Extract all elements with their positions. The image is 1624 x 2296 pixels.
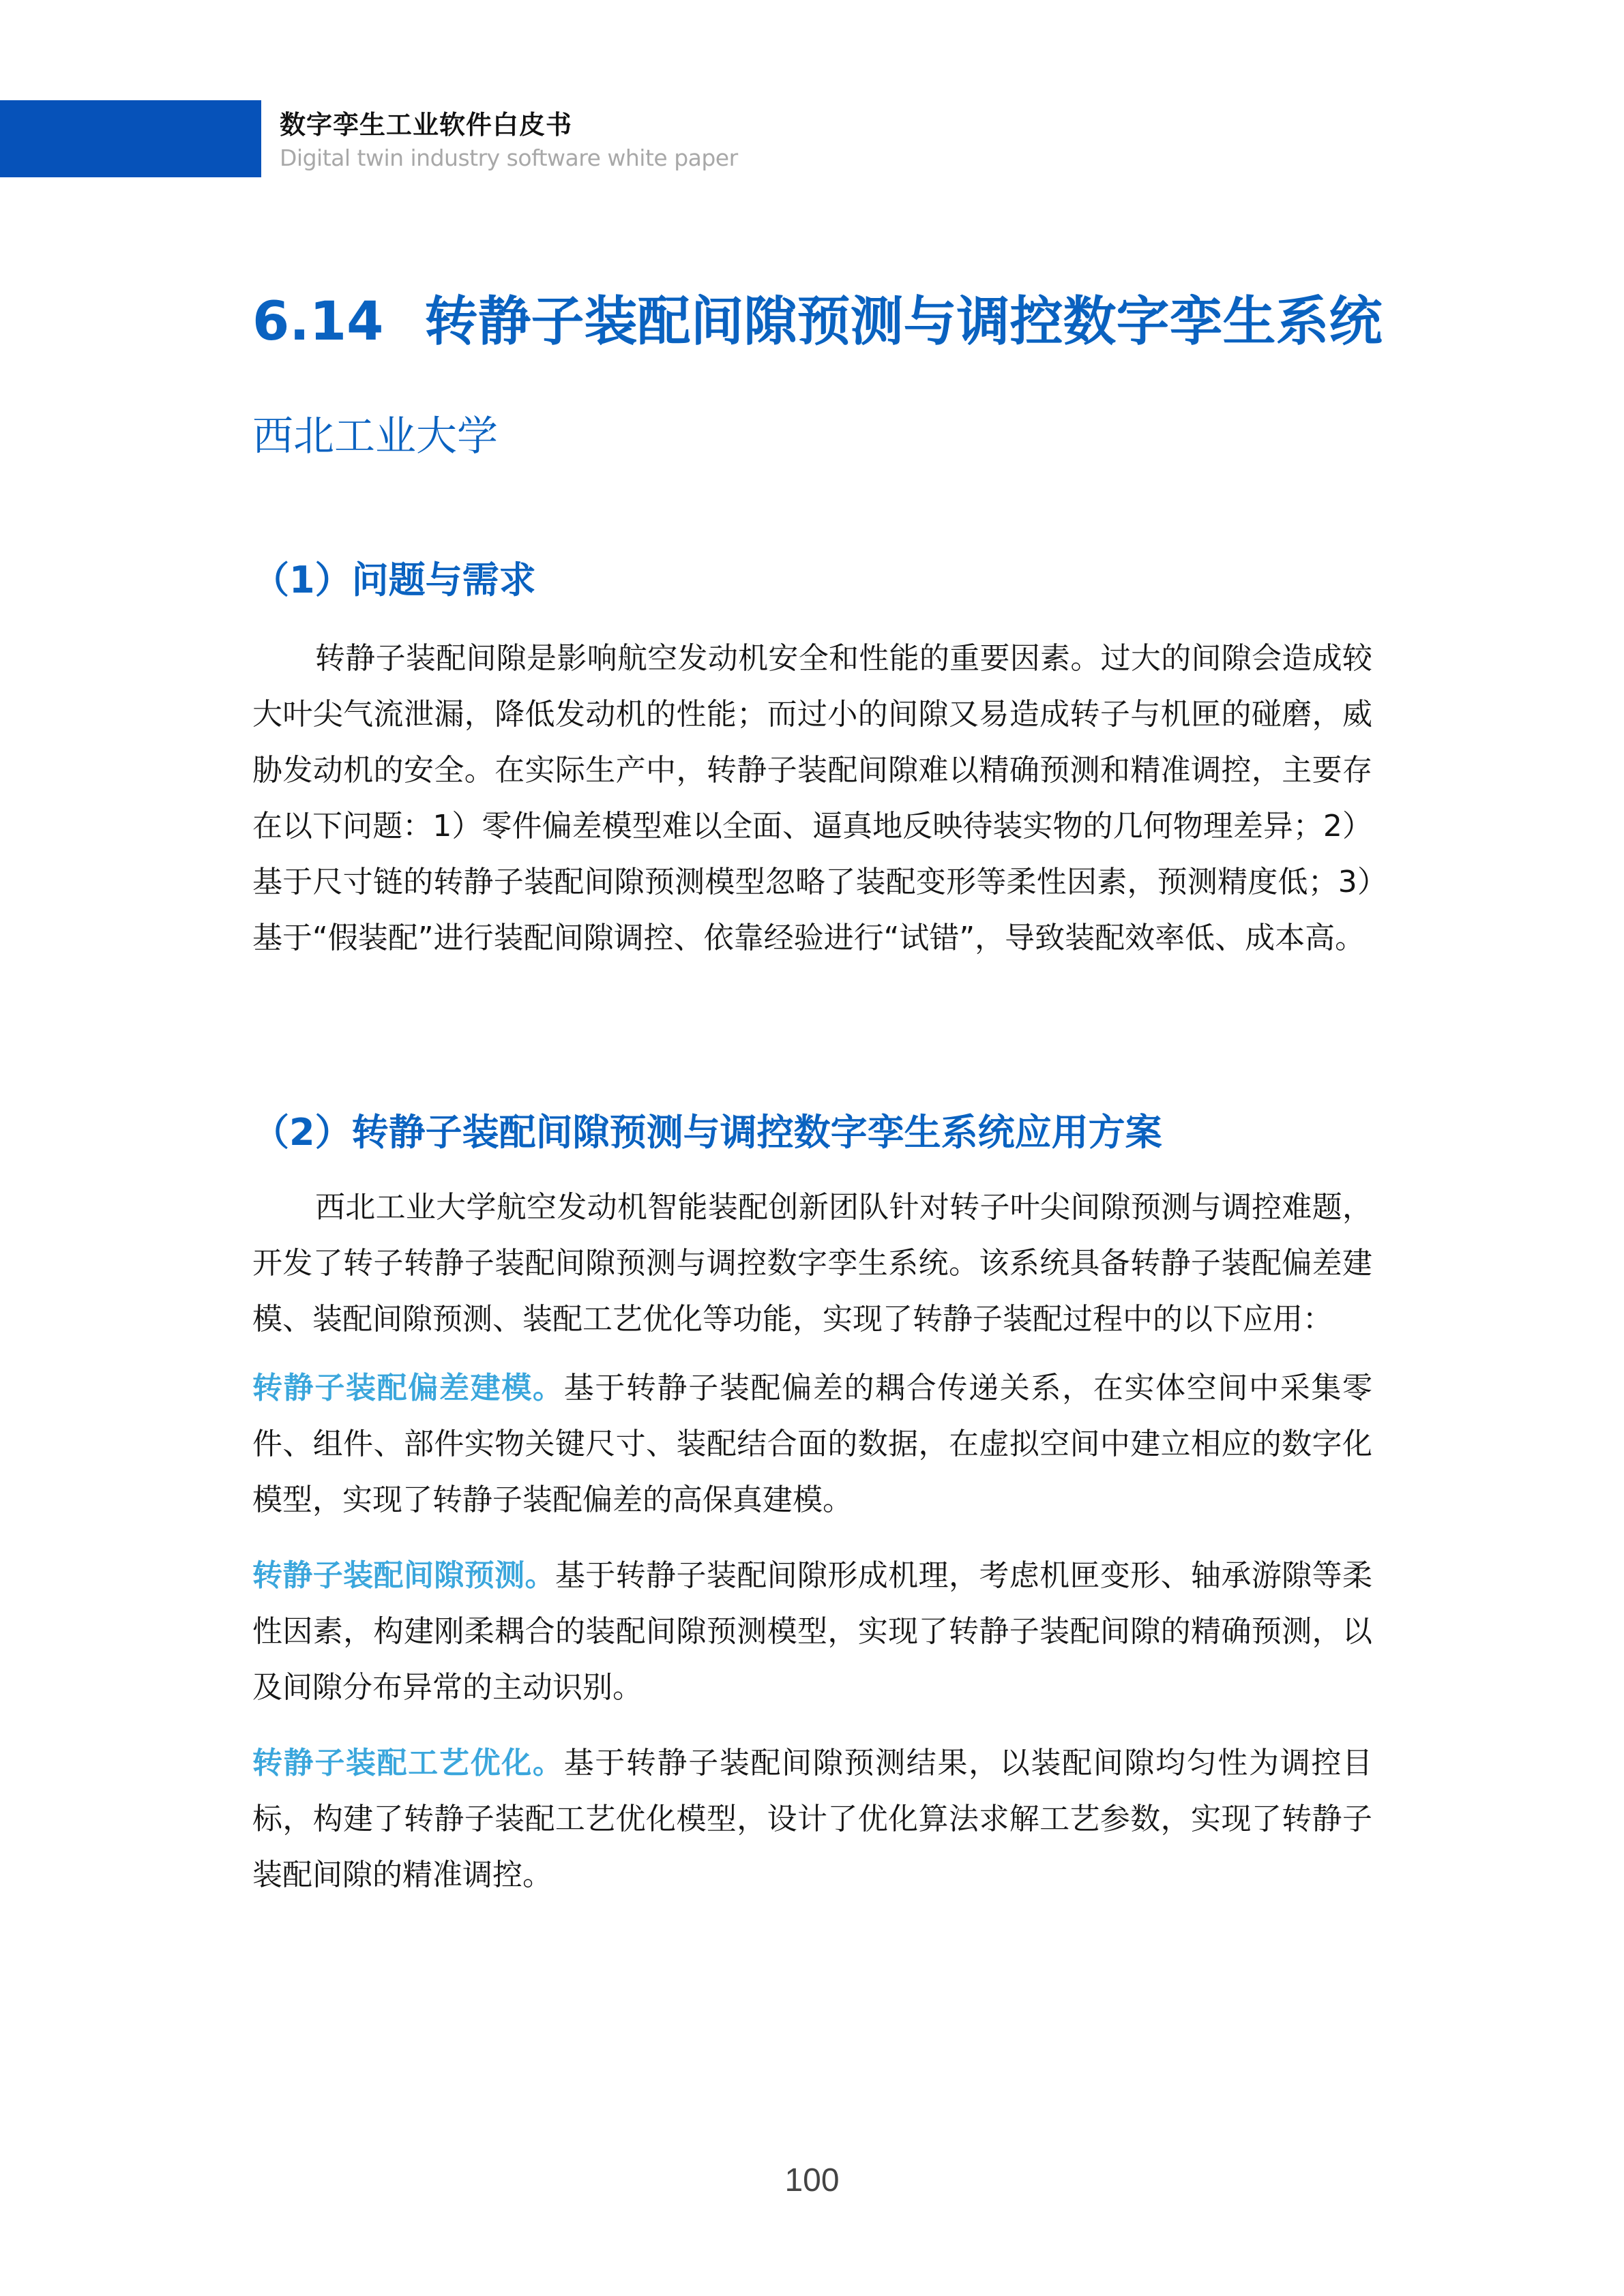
section-number: 6.14 [252, 291, 384, 353]
list-item-gap-prediction [252, 1548, 1372, 1716]
organization-name: 西北工业大学 [252, 413, 498, 460]
header-title: 数字孪生工业软件白皮书 [280, 110, 573, 140]
section-heading-problem: （1）问题与需求 [252, 558, 536, 601]
item-label: 转静子装配工艺优化。 [252, 1746, 564, 1780]
item-text: 基于转静子装配偏差的耦合传递关系，在实体空间中采集零件、组件、部件实物关键尺寸、装配结合面的数据，在虚拟空间中建立相应的数字化模型，实现了转静子装配偏差的高保真建模。 [252, 1371, 1373, 1517]
list-item-deviation-modeling [252, 1360, 1372, 1528]
header-accent-bar [0, 100, 261, 177]
page-title [252, 293, 1382, 352]
item-text: 基于转静子装配间隙预测结果，以装配间隙均匀性为调控目标，构建了转静子装配工艺优化模型，设计了优化算法求解工艺参数，实现了转静子装配间隙的精准调控。 [252, 1746, 1373, 1892]
header-subtitle: Digital twin industry software white paper [280, 145, 738, 171]
section-heading-solution: （2）转静子装配间隙预测与调控数字孪生系统应用方案 [252, 1111, 1162, 1154]
section-title-text: 转静子装配间隙预测与调控数字孪生系统 [424, 291, 1383, 353]
item-label: 转静子装配偏差建模。 [252, 1371, 564, 1405]
paragraph-problem: 转静子装配间隙是影响航空发动机安全和性能的重要因素。过大的间隙会造成较大叶尖气流泄漏，降低发动机的性能；而过小的间隙又易造成转子与机匣的碰磨，威胁发动机的安全。在实际生产中，转静子装配间隙难以精确预测和精准调控，主要存在以下问题：1）零件偏差模型难以全面、逼真地反映待装实物的几何物理差异；2）基于尺寸链的转静子装配间隙预测模型忽略了装配变形等柔性因素，预测精度低；3）基于“假装配”进行装配间隙调控、依靠经验进行“试错”，导致装配效率低、成本高。 [252, 641, 1372, 955]
list-item-process-optimization [252, 1735, 1372, 1903]
item-text: 基于转静子装配间隙形成机理，考虑机匣变形、轴承游隙等柔性因素，构建刚柔耦合的装配间隙预测模型，实现了转静子装配间隙的精确预测，以及间隙分布异常的主动识别。 [252, 1558, 1372, 1705]
page-number: 100 [784, 2162, 840, 2198]
item-label: 转静子装配间隙预测。 [252, 1558, 555, 1593]
paragraph-solution-intro: 西北工业大学航空发动机智能装配创新团队针对转子叶尖间隙预测与调控难题，开发了转子转静子装配间隙预测与调控数字孪生系统。该系统具备转静子装配偏差建模、装配间隙预测、装配工艺优化等功能，实现了转静子装配过程中的以下应用： [252, 1190, 1372, 1337]
